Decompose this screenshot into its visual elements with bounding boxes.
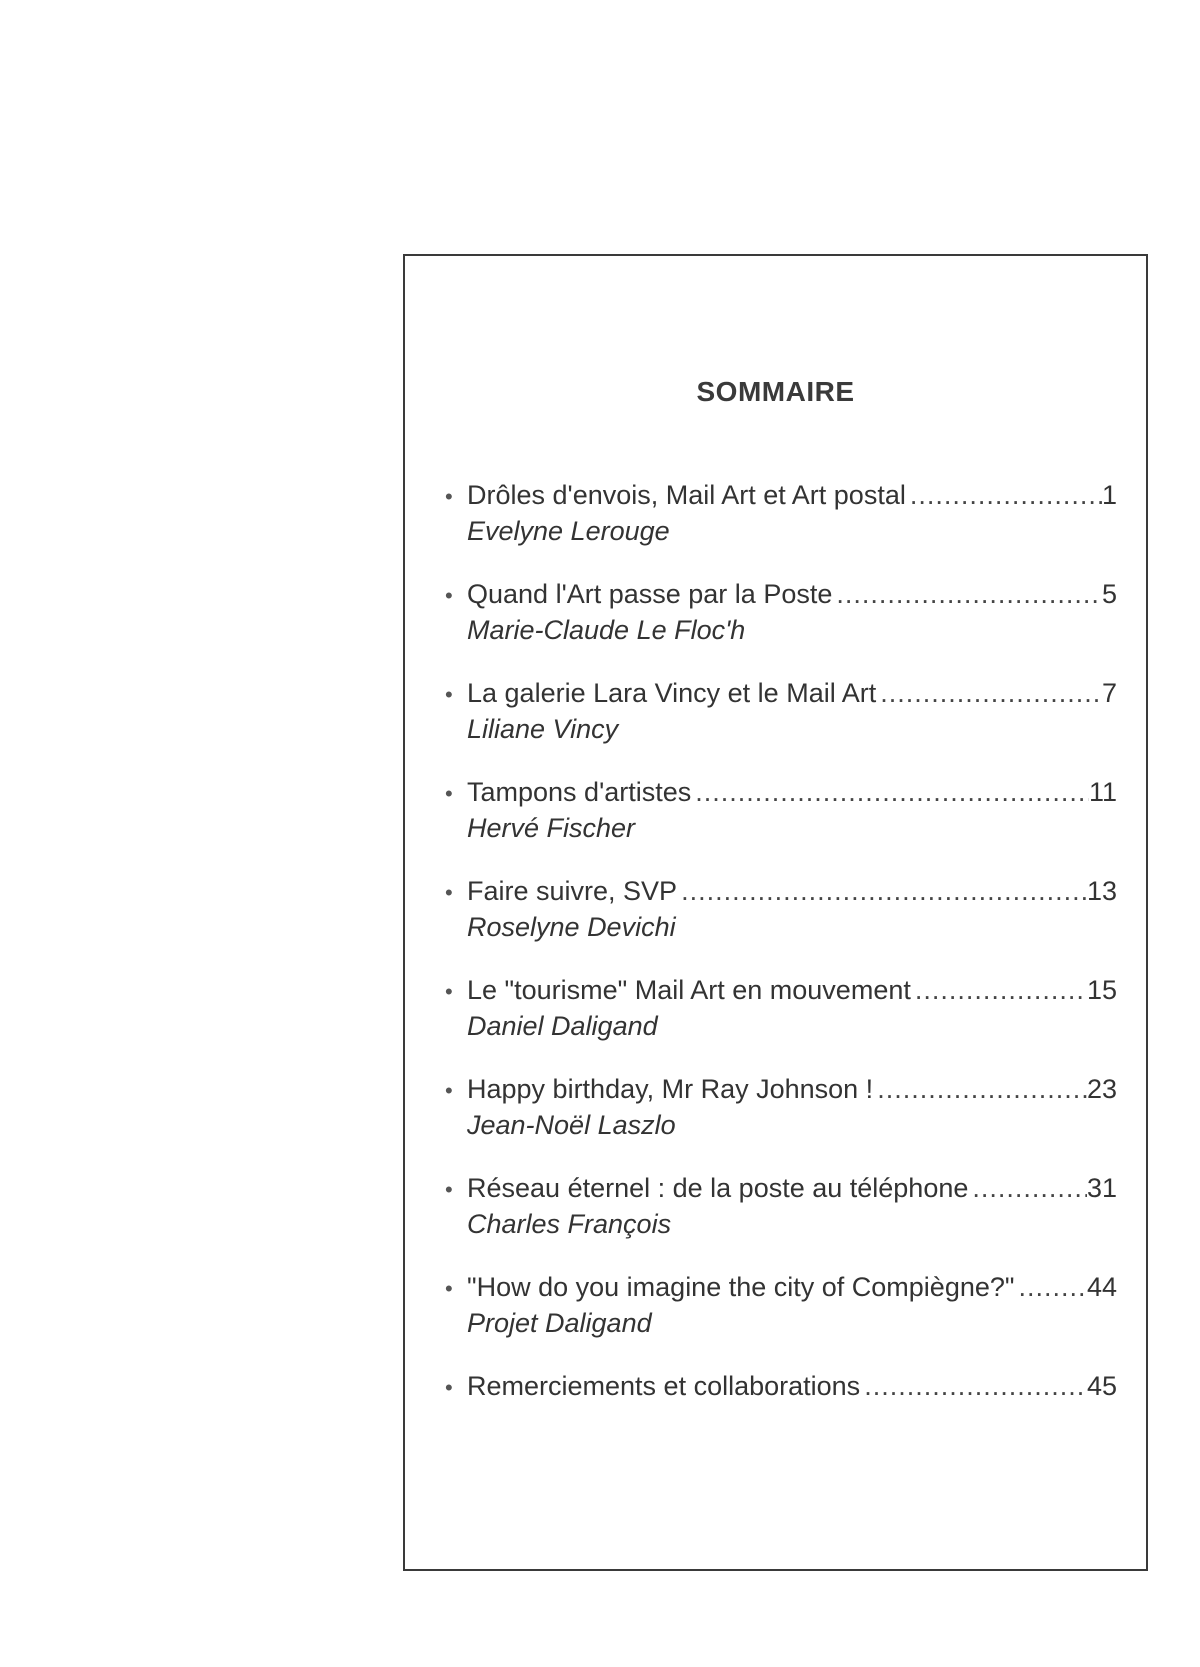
entry-title: Réseau éternel : de la poste au téléphone xyxy=(467,1173,969,1203)
entry-author: Evelyne Lerouge xyxy=(467,516,670,546)
dot-leader xyxy=(832,577,1102,611)
bullet-icon: • xyxy=(445,1078,453,1103)
contents-entry xyxy=(445,1072,1117,1142)
contents-entry xyxy=(445,676,1117,746)
entry-title: Happy birthday, Mr Ray Johnson ! xyxy=(467,1074,874,1104)
contents-entry xyxy=(445,973,1117,1043)
dot-leader xyxy=(968,1171,1087,1205)
entry-page: 15 xyxy=(1086,975,1117,1005)
dot-leader xyxy=(876,676,1102,710)
entry-title: Remerciements et collaborations xyxy=(467,1371,861,1401)
entry-author: Hervé Fischer xyxy=(467,813,636,843)
entry-author: Daniel Daligand xyxy=(467,1011,658,1041)
dot-leader xyxy=(873,1072,1087,1106)
entry-page: 44 xyxy=(1086,1272,1117,1302)
entry-title: Le "tourisme" Mail Art en mouvement xyxy=(467,975,911,1005)
contents-entry xyxy=(445,577,1117,647)
bullet-icon: • xyxy=(445,979,453,1004)
bullet-icon: • xyxy=(445,682,453,707)
bullet-icon: • xyxy=(445,1276,453,1301)
dot-leader xyxy=(911,973,1087,1007)
entry-page: 5 xyxy=(1101,579,1117,609)
entry-author: Charles François xyxy=(467,1209,672,1239)
bullet-icon: • xyxy=(445,1177,453,1202)
entry-title: "How do you imagine the city of Compiègne?" xyxy=(467,1272,1015,1302)
entry-author: Projet Daligand xyxy=(467,1308,652,1338)
bullet-icon: • xyxy=(445,484,453,509)
dot-leader xyxy=(860,1369,1087,1403)
bullet-icon: • xyxy=(445,1375,453,1400)
entry-author: Jean-Noël Laszlo xyxy=(467,1110,676,1140)
contents-frame xyxy=(403,254,1148,1571)
entry-page: 23 xyxy=(1086,1074,1117,1104)
bullet-icon: • xyxy=(445,781,453,806)
contents-entry xyxy=(445,1171,1117,1241)
contents-title: SOMMAIRE xyxy=(696,376,855,407)
contents-entry xyxy=(445,1270,1117,1340)
entry-title: Tampons d'artistes xyxy=(467,777,692,807)
dot-leader xyxy=(677,874,1087,908)
dot-leader xyxy=(906,478,1102,512)
entry-page: 7 xyxy=(1101,678,1117,708)
entry-title: Quand l'Art passe par la Poste xyxy=(467,579,833,609)
dot-leader xyxy=(1014,1270,1086,1304)
entry-author: Marie-Claude Le Floc'h xyxy=(467,615,746,645)
bullet-icon: • xyxy=(445,880,453,905)
contents-entry xyxy=(445,478,1117,548)
entry-page: 13 xyxy=(1086,876,1117,906)
dot-leader xyxy=(691,775,1089,809)
entry-page: 31 xyxy=(1086,1173,1117,1203)
entry-page: 1 xyxy=(1101,480,1117,510)
contents-entry xyxy=(445,874,1117,944)
bullet-icon: • xyxy=(445,583,453,608)
contents-entry xyxy=(445,775,1117,845)
entry-title: Faire suivre, SVP xyxy=(467,876,678,906)
entry-author: Roselyne Devichi xyxy=(467,912,676,942)
entry-page: 11 xyxy=(1088,777,1117,807)
contents-entry xyxy=(445,1369,1117,1405)
entry-title: Drôles d'envois, Mail Art et Art postal xyxy=(467,480,906,510)
entry-author: Liliane Vincy xyxy=(467,714,619,744)
entry-title: La galerie Lara Vincy et le Mail Art xyxy=(467,678,877,708)
entry-page: 45 xyxy=(1086,1371,1117,1401)
